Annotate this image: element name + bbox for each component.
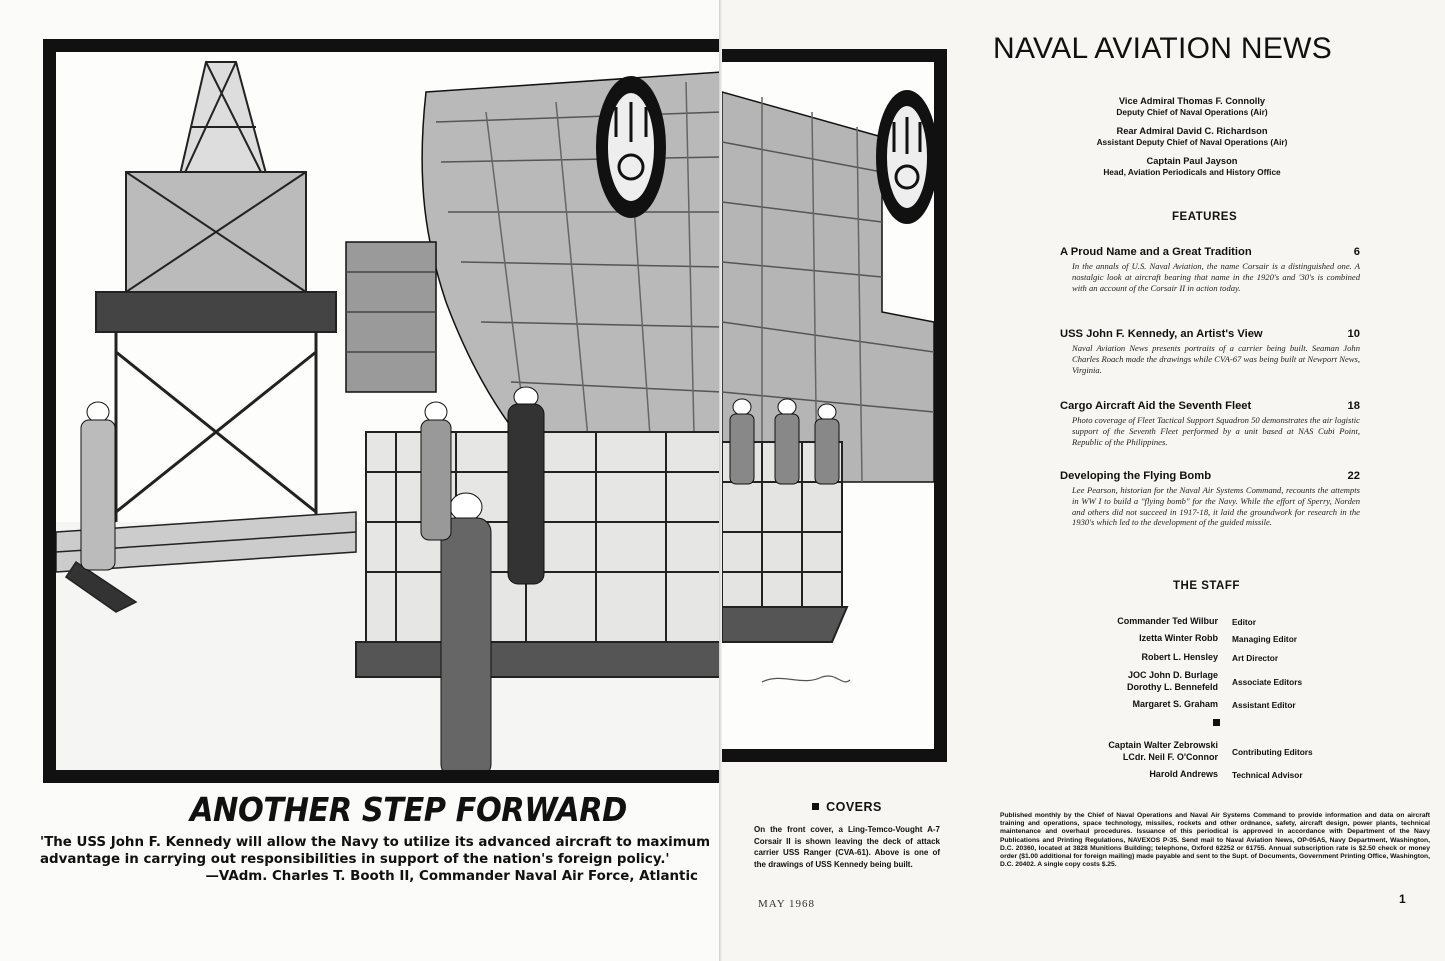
feature-title[interactable]: Developing the Flying Bomb bbox=[1060, 470, 1212, 482]
feature-entry[interactable] bbox=[1060, 470, 1360, 528]
staff-row bbox=[1052, 699, 1372, 711]
staff-role: Editor bbox=[1232, 616, 1256, 627]
staff-name: Commander Ted Wilbur bbox=[1117, 616, 1218, 626]
staff-row bbox=[1052, 670, 1372, 693]
staff-name: LCdr. Neil F. O'Connor bbox=[1122, 751, 1218, 762]
carrier-sketch-right bbox=[722, 62, 934, 749]
carrier-drawing-continuation bbox=[722, 49, 947, 762]
feature-description: Lee Pearson, historian for the Naval Air Systems Command, recounts the attempts in WW I to build a "flying bomb" for the Navy. While the effort of Sperry, Norden and others did not succeed in 1917-18, it laid the groundwork for research in the 1930's which led to the development of the guided missile. bbox=[1072, 485, 1360, 528]
official-name: Captain Paul Jayson bbox=[1146, 156, 1238, 166]
staff-row bbox=[1052, 740, 1372, 763]
staff-name: Dorothy L. Bennefeld bbox=[1126, 681, 1218, 692]
staff-role: Assistant Editor bbox=[1232, 699, 1296, 710]
quote-text: 'The USS John F. Kennedy will allow the Navy to utilize its advanced aircraft to maximum advantage in carrying out responsibilities in support of the nation's foreign policy.' bbox=[40, 835, 711, 867]
official bbox=[1022, 156, 1362, 177]
official bbox=[1022, 96, 1362, 117]
quote-attribution: —VAdm. Charles T. Booth II, Commander Naval Air Force, Atlantic bbox=[205, 869, 698, 884]
staff-row bbox=[1052, 616, 1372, 628]
square-bullet-icon bbox=[812, 803, 819, 810]
official bbox=[1022, 126, 1362, 147]
left-page bbox=[0, 0, 722, 961]
carrier-construction-drawing bbox=[43, 39, 722, 783]
feature-description: Photo coverage of Fleet Tactical Support Squadron 50 demonstrates the air logistic support of the Seventh Fleet performed by a unit based at NAS Cubi Point, Republic of the Philippines. bbox=[1072, 415, 1360, 447]
drawing-right-half bbox=[722, 62, 934, 749]
official-title: Assistant Deputy Chief of Naval Operations (Air) bbox=[1096, 137, 1288, 147]
issue-date: MAY 1968 bbox=[758, 898, 816, 910]
feature-entry[interactable] bbox=[1060, 246, 1360, 293]
feature-page: 22 bbox=[1347, 470, 1360, 482]
right-page bbox=[722, 0, 1445, 961]
staff-name: Margaret S. Graham bbox=[1132, 699, 1218, 709]
headline: ANOTHER STEP FORWARD bbox=[190, 790, 627, 829]
feature-title[interactable]: A Proud Name and a Great Tradition bbox=[1060, 246, 1252, 258]
staff-name: Captain Walter Zebrowski bbox=[1108, 740, 1218, 750]
feature-description: In the annals of U.S. Naval Aviation, the name Corsair is a distinguished one. A nostalgic look at aircraft bearing that name in the 1920's and '30's is combined with an account of the Corsair II in action today. bbox=[1072, 261, 1360, 293]
staff-heading: THE STAFF bbox=[1173, 580, 1240, 592]
official-name: Vice Admiral Thomas F. Connolly bbox=[1118, 96, 1266, 106]
official-name: Rear Admiral David C. Richardson bbox=[1116, 126, 1268, 136]
navy-emblem bbox=[597, 77, 665, 217]
staff-role: Associate Editors bbox=[1232, 676, 1303, 687]
staff-role: Art Director bbox=[1232, 652, 1279, 663]
staff-name: Robert L. Hensley bbox=[1141, 652, 1218, 662]
feature-page: 18 bbox=[1347, 400, 1360, 412]
staff-name: Izetta Winter Robb bbox=[1139, 633, 1218, 643]
carrier-sketch-left bbox=[56, 52, 722, 770]
navy-emblem-right bbox=[877, 91, 934, 223]
feature-entry[interactable] bbox=[1060, 400, 1360, 447]
staff-role: Technical Advisor bbox=[1232, 769, 1303, 780]
feature-title[interactable]: Cargo Aircraft Aid the Seventh Fleet bbox=[1060, 400, 1252, 412]
feature-title[interactable]: USS John F. Kennedy, an Artist's View bbox=[1060, 328, 1263, 340]
publication-info: Published monthly by the Chief of Naval Operations and Naval Air Systems Command to provide information and data on aircraft training and operations, space technology, missiles, rockets and other ordnance, safety, aircraft design, power plants, technical maintenance and overhaul procedures. Issuance of this periodical is approved in accordance with Department of the Navy Publications and Printing Regulations, NAVEXOS P-35. Send mail to Naval Aviation News, OP-05A5, Navy Department, Washington, D.C. 20360, located at 3828 Munitions Building; telephone, Oxford 62252 or 61755. Annual subscription rate is $2.50 check or money order ($1.00 additional for foreign mailing) made payable and sent to the Supt. of Documents, Government Printing Office, Washington, D.C. 20402. A single copy costs $.25. bbox=[1000, 812, 1430, 869]
official-title: Deputy Chief of Naval Operations (Air) bbox=[1116, 107, 1268, 117]
staff-row bbox=[1052, 652, 1372, 664]
staff-role: Contributing Editors bbox=[1232, 746, 1313, 757]
officials-list bbox=[1022, 96, 1362, 186]
feature-page: 10 bbox=[1347, 328, 1360, 340]
staff-role: Managing Editor bbox=[1232, 633, 1297, 644]
staff-row bbox=[1052, 633, 1372, 645]
official-title: Head, Aviation Periodicals and History Office bbox=[1103, 167, 1281, 177]
page-number: 1 bbox=[1399, 892, 1406, 906]
feature-entry[interactable] bbox=[1060, 328, 1360, 375]
masthead: NAVAL AVIATION NEWS bbox=[993, 32, 1333, 65]
staff-separator bbox=[1213, 719, 1220, 726]
drawing-left-half bbox=[56, 52, 722, 770]
staff-row bbox=[1052, 769, 1372, 781]
features-heading: FEATURES bbox=[1172, 211, 1238, 223]
staff-name: JOC John D. Burlage bbox=[1127, 670, 1218, 680]
staff-name: Harold Andrews bbox=[1149, 769, 1218, 779]
covers-heading: COVERS bbox=[754, 800, 940, 814]
covers-text: On the front cover, a Ling-Temco-Vought A-7 Corsair II is shown leaving the deck of attack carrier USS Ranger (CVA-61). Above is one of the drawings of USS Kennedy being built. bbox=[754, 825, 940, 869]
feature-description: Naval Aviation News presents portraits of a carrier being built. Seaman John Charles Roach made the drawings while CVA-67 was being built at Newport News, Virginia. bbox=[1072, 343, 1360, 375]
feature-page: 6 bbox=[1353, 246, 1360, 258]
kennedy-quote bbox=[40, 834, 712, 885]
covers-note bbox=[754, 800, 940, 870]
